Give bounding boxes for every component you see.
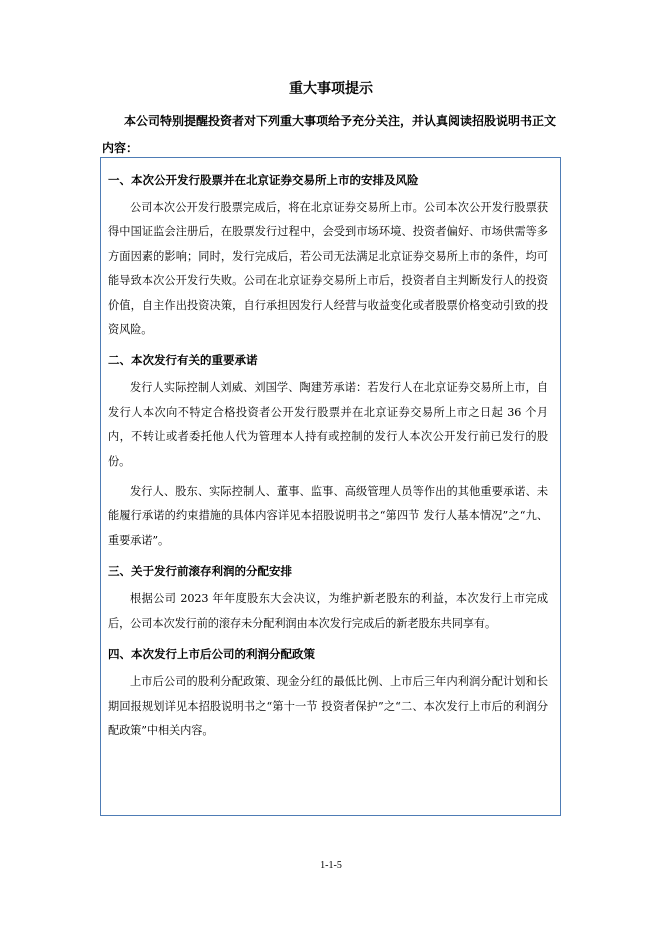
section-retained-profit-distribution <box>108 559 548 636</box>
section-important-commitments <box>108 348 548 553</box>
section-listing-arrangement-risk <box>108 168 548 342</box>
intro-statement: 本公司特别提醒投资者对下列重大事项给予充分关注，并认真阅读招股说明书正文内容： <box>102 114 557 155</box>
notice-box <box>100 157 561 816</box>
page-number: 1-1-5 <box>320 860 342 871</box>
section-profit-distribution-policy <box>108 642 548 743</box>
section-heading: 四、本次发行上市后公司的利润分配政策 <box>108 647 315 662</box>
section-paragraph: 发行人、股东、实际控制人、董事、监事、高级管理人员等作出的其他重要承诺、未能履行承诺的约束措施的具体内容详见本招股说明书之“第四节 发行人基本情况”之“九、重要承诺”。 <box>108 485 548 547</box>
section-paragraph: 根据公司 2023 年年度股东大会决议，为维护新老股东的利益，本次发行上市完成后，公司本次发行前的滚存未分配利润由本次发行完成后的新老股东共同享有。 <box>108 592 548 630</box>
section-heading: 二、本次发行有关的重要承诺 <box>108 353 258 368</box>
section-heading: 三、关于发行前滚存利润的分配安排 <box>108 564 292 579</box>
page-title: 重大事项提示 <box>289 81 373 97</box>
section-heading: 一、本次公开发行股票并在北京证券交易所上市的安排及风险 <box>108 173 419 187</box>
section-paragraph: 上市后公司的股利分配政策、现金分红的最低比例、上市后三年内利润分配计划和长期回报规划详见本招股说明书之“第十一节 投资者保护”之“二、本次发行上市后的利润分配政策”中相关内容。 <box>108 675 548 737</box>
section-paragraph: 公司本次公开发行股票完成后，将在北京证券交易所上市。公司本次公开发行股票获得中国证监会注册后，在股票发行过程中，会受到市场环境、投资者偏好、市场供需等多方面因素的影响；同时，发行完成后，若公司无法满足北京证券交易所上市的条件，均可能导致本次公开发行失败。公司在北京证券交易所上市后，投资者自主判断发行人的投资价值，自主作出投资决策，自行承担因发行人经营与收益变化或者股票价格变动引致的投资风险。 <box>108 201 548 337</box>
section-paragraph: 发行人实际控制人刘威、刘国学、陶建芳承诺：若发行人在北京证券交易所上市，自发行人本次向不特定合格投资者公开发行股票并在北京证券交易所上市之日起 36 个月内，不转让或者委托他人代为管理本人持有或控制的发行人本次公开发行前已发行的股份。 <box>108 381 548 468</box>
